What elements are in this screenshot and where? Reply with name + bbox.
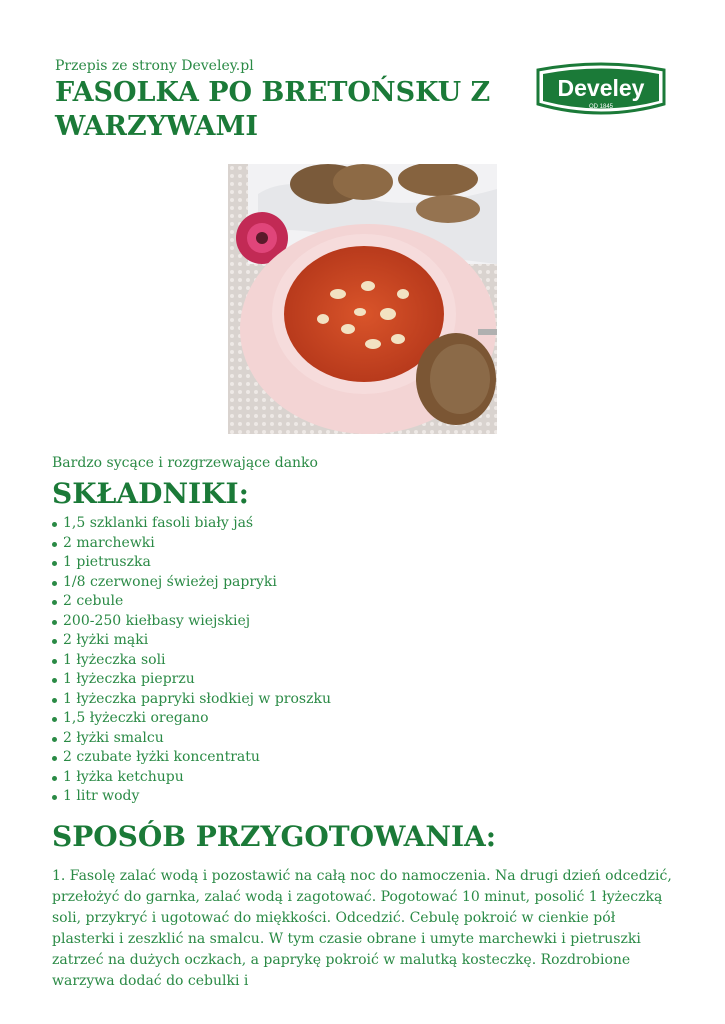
recipe-tagline: Bardzo sycące i rozgrzewające danko bbox=[52, 455, 318, 471]
ingredient-item: 1,5 łyżeczki oregano bbox=[52, 709, 331, 729]
logo-since: OD 1845 bbox=[588, 104, 614, 110]
ingredient-item: 1 łyżeczka pieprzu bbox=[52, 670, 331, 690]
method-heading: SPOSÓB PRZYGOTOWANIA: bbox=[52, 820, 497, 853]
ingredients-list bbox=[52, 514, 331, 807]
ingredient-item: 1/8 czerwonej świeżej papryki bbox=[52, 573, 331, 593]
ingredient-item: 1,5 szklanki fasoli biały jaś bbox=[52, 514, 331, 534]
ingredient-item: 1 łyżeczka papryki słodkiej w proszku bbox=[52, 690, 331, 710]
ingredients-heading: SKŁADNIKI: bbox=[52, 477, 249, 510]
ingredient-item: 1 łyżka ketchupu bbox=[52, 768, 331, 788]
develeey-logo[interactable] bbox=[532, 60, 670, 122]
source-line: Przepis ze strony Develey.pl bbox=[55, 58, 254, 74]
ingredient-item: 1 litr wody bbox=[52, 787, 331, 807]
method-text: 1. Fasolę zalać wodą i pozostawić na całą noc do namoczenia. Na drugi dzień odcedzić, przełożyć do garnka, zalać wodą i zagotować. Pogotować 10 minut, posolić 1 łyżeczką soli, przykryć i ugotować do miękkości. Odcedzić. Cebulę pokroić w cienkie pół plasterki i zeszklić na smalcu. W tym czasie obrane i umyte marchewki i pietruszki zatrzeć na dużych oczkach, a paprykę pokroić w malutką kosteczkę. Rozdrobione warzywa dodać do cebulki i bbox=[52, 868, 672, 989]
soup-bowl-photo bbox=[228, 164, 497, 434]
ingredient-item: 2 łyżki smalcu bbox=[52, 729, 331, 749]
ingredient-item: 1 łyżeczka soli bbox=[52, 651, 331, 671]
ingredient-item: 2 łyżki mąki bbox=[52, 631, 331, 651]
ingredient-item: 1 pietruszka bbox=[52, 553, 331, 573]
logo-brand: Develey bbox=[557, 75, 645, 101]
recipe-title: FASOLKA PO BRETOŃSKU Z WARZYWAMI bbox=[55, 77, 491, 142]
ingredient-item: 200-250 kiełbasy wiejskiej bbox=[52, 612, 331, 632]
ingredient-item: 2 cebule bbox=[52, 592, 331, 612]
ingredient-item: 2 marchewki bbox=[52, 534, 331, 554]
ingredient-item: 2 czubate łyżki koncentratu bbox=[52, 748, 331, 768]
